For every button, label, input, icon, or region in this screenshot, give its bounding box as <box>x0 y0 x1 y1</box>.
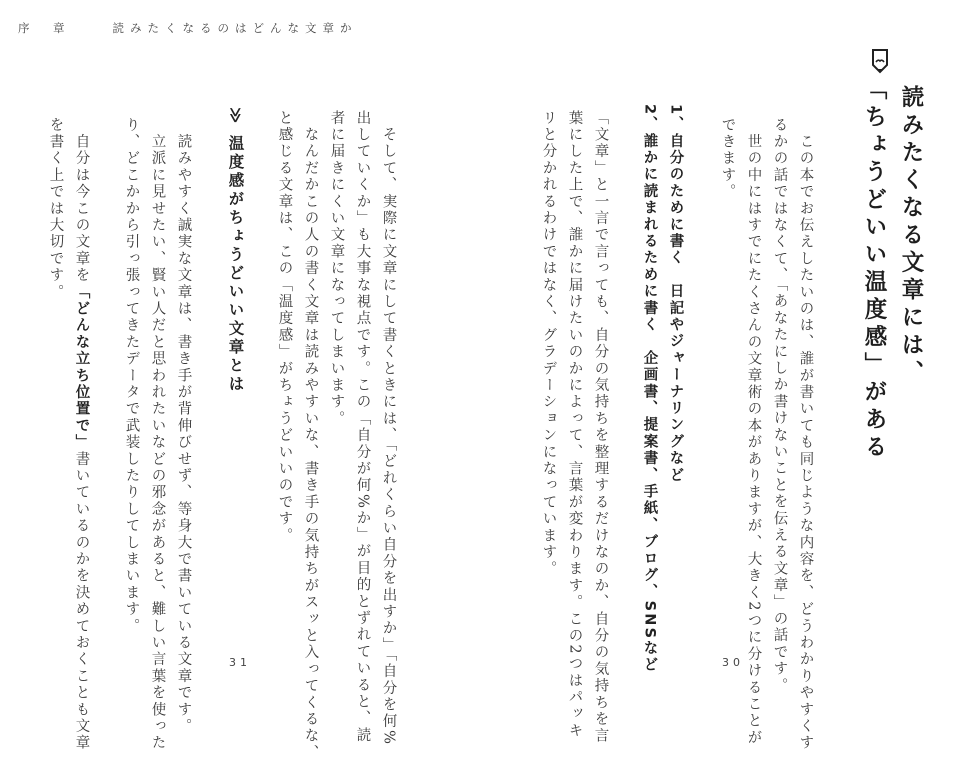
body-column: 世の中にはすでにたくさんの文章術の本がありますが、大きく2つに分けることが <box>745 117 762 747</box>
body-column: 者に届きにくい文章になってしまいます。 <box>328 110 345 428</box>
body-column-final <box>74 117 89 752</box>
body-column: 葉にした上で、誰かに届けたいのかによって、言葉が変わります。この2つはパッキ <box>566 110 583 740</box>
body-column: 「文章」と一言で言っても、自分の気持ちを整理するだけなのか、自分の気持ちを言 <box>592 110 609 745</box>
chapter-label: 序 章 <box>18 21 71 35</box>
section-title-line1: 読みたくなる文章には、 <box>898 85 924 388</box>
body-column: リと分かれるわけではなく、グラデーションになっています。 <box>540 110 557 578</box>
subheading-text: 温度感がちょうどいい文章とは <box>226 134 245 394</box>
body-column: り、どこかから引っ張ってきたデータで武装したりしてしまいます。 <box>123 117 140 635</box>
list-examples: 日記やジャーナリングなど <box>667 283 684 484</box>
body-column: 出していくか」も大事な視点です。この「自分が何%か」が目的とずれていると、読 <box>354 110 371 744</box>
section-title-line2: 「ちょうどいい温度感」がある <box>861 77 887 462</box>
body-column: と感じる文章は、この「温度感」がちょうどいいのです。 <box>276 110 293 545</box>
body-column: を書く上では大切です。 <box>47 117 64 301</box>
list-label: 自分のために書く <box>667 133 684 267</box>
list-number: 2、 <box>641 104 658 133</box>
body-text: 書いているのかを決めておくことも文章 <box>73 451 90 752</box>
running-head <box>18 20 358 36</box>
pencil-icon <box>871 48 889 74</box>
list-number: 1、 <box>667 104 684 133</box>
double-chevron-icon: ≫ <box>226 107 245 127</box>
body-text: 自分は今この文章を <box>73 117 90 284</box>
page-number-right: 30 <box>722 656 744 669</box>
list-examples: 企画書、提案書、手紙、ブログ、SNSなど <box>641 350 658 674</box>
list-item-1 <box>668 104 683 484</box>
body-column: 立派に見せたい、賢い人だと思われたいなどの邪念があると、難しい言葉を使った <box>149 117 166 752</box>
emphasis-text: 「どんな立ち位置で」 <box>73 284 90 451</box>
body-column: できます。 <box>719 117 736 201</box>
body-column: るかの話ではなくて、「あなたにしか書けないことを伝える文章」の話です。 <box>771 117 788 695</box>
body-column: なんだかこの人の書く文章は読みやすいな、書き手の気持ちがスッと入ってくるな、 <box>302 110 319 761</box>
body-column: この本でお伝えしたいのは、誰が書いても同じような内容を、どうわかりやすくす <box>797 117 814 752</box>
body-column: そして、実際に文章にして書くときには、「どれくらい自分を出すか」「自分を何% <box>380 110 397 747</box>
chapter-title: 読みたくなるのはどんな文章か <box>112 21 358 35</box>
page-number-left: 31 <box>229 656 251 669</box>
subheading <box>227 107 243 394</box>
body-column: 読みやすく誠実な文章は、書き手が背伸びせず、等身大で書いている文章です。 <box>175 117 192 735</box>
list-item-2 <box>642 104 657 674</box>
list-label: 誰かに読まれるために書く <box>641 133 658 334</box>
